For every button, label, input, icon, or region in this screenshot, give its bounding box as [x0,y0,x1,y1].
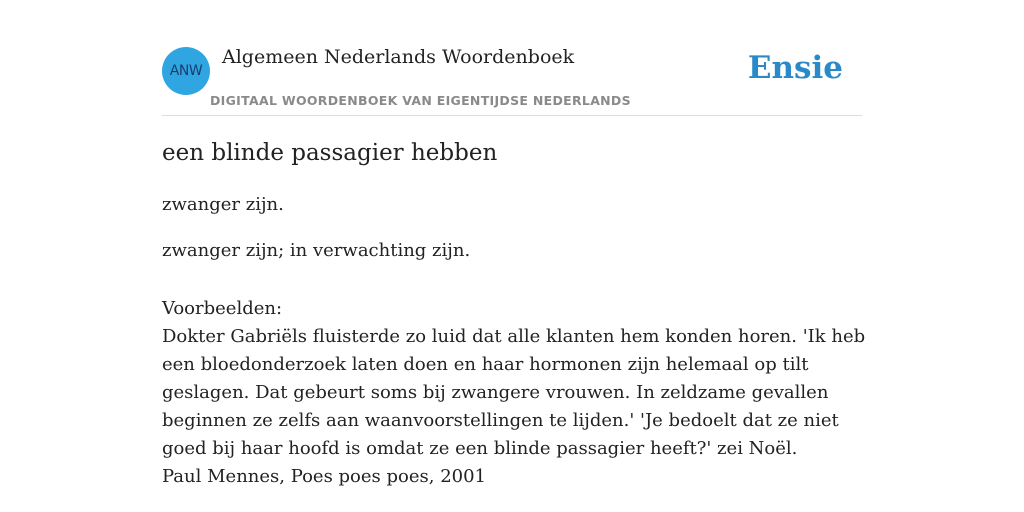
anw-logo[interactable] [162,47,210,95]
entry-term: een blinde passagier hebben [162,140,498,166]
short-definition: zwanger zijn. [162,194,284,215]
header-divider [162,115,862,116]
site-title[interactable]: Algemeen Nederlands Woordenboek [222,46,575,68]
example-quote: Dokter Gabriëls fluisterde zo luid dat alle klanten hem konden horen. 'Ik heb een bloedonderzoek laten doen en haar hormonen zijn helemaal op tilt geslagen. Dat gebeurt soms bij zwangere vrouwen. In zeldzame gevallen beginnen ze zelfs aan waanvoorstellingen te lijden.' 'Je bedoelt dat ze niet goed bij haar hoofd is omdat ze een blinde passagier heeft?' zei Noël. [162,326,866,459]
logo-text: ANW [169,63,203,79]
site-subtitle: DIGITAAL WOORDENBOEK VAN EIGENTIJDSE NEDERLANDS [210,93,631,108]
ensie-brand-logo[interactable]: Ensie [747,50,843,86]
long-definition: zwanger zijn; in verwachting zijn. [162,240,471,261]
example-source: Paul Mennes, Poes poes poes, 2001 [162,466,487,487]
examples-section [162,295,872,491]
examples-label: Voorbeelden: [162,298,283,319]
